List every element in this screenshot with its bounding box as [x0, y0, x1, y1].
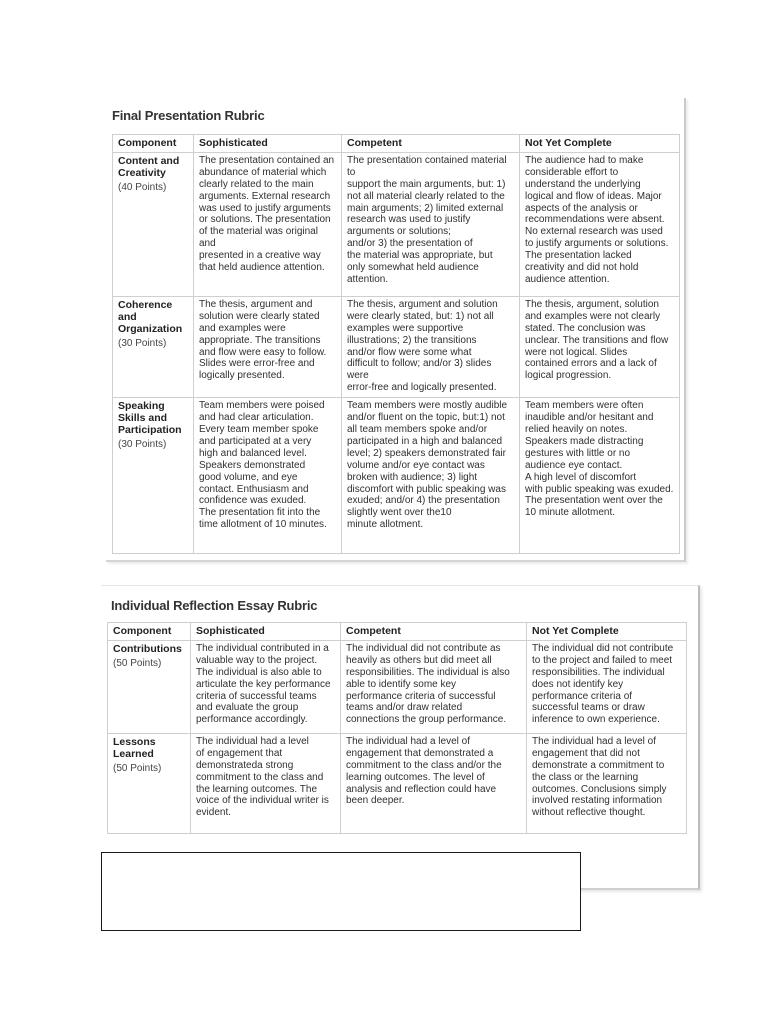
- header-competent: Competent: [341, 623, 527, 641]
- rubric-title: Individual Reflection Essay Rubric: [111, 598, 318, 613]
- component-name: Speaking Skills and Participation: [118, 400, 182, 437]
- competent-cell: The individual had a level of engagement that demonstrated a commitment to the class and/or the learning outcomes. The level of analysis and reflection could have been deeper.: [341, 733, 527, 833]
- component-cell: [113, 398, 194, 554]
- rubric-table: [112, 134, 680, 554]
- sophisticated-cell: Team members were poised and had clear articulation. Every team member spoke and participated at a very high and balanced level. Speakers demonstrated good volume, and eye contact. Enthusiasm and confidence was exuded. The presentation fit into the time allotment of 10 minutes.: [194, 398, 342, 554]
- table-row: [113, 152, 680, 296]
- table-row: [113, 398, 680, 554]
- not-yet-complete-cell: The individual had a level of engagement that did not demonstrate a commitment to the class or the learning outcomes. Conclusions simply involved restating information without reflective thought.: [527, 733, 687, 833]
- component-name: Lessons Learned: [113, 735, 156, 760]
- header-component: Component: [113, 135, 194, 153]
- component-points: (40 Points): [118, 181, 167, 193]
- table-row: [108, 733, 687, 833]
- competent-cell: The individual did not contribute as heavily as others but did meet all responsibilities. The individual is also able to identify some key performance criteria of successful teams and/or draw related connections the group performance.: [341, 640, 527, 733]
- header-sophisticated: Sophisticated: [191, 623, 341, 641]
- not-yet-complete-cell: The thesis, argument, solution and examples were not clearly stated. The conclusion was unclear. The transitions and flow were not logical. Slides contained errors and a lack of logical progression.: [520, 296, 680, 397]
- individual-reflection-rubric-panel: [101, 585, 700, 890]
- header-row: [108, 623, 687, 641]
- component-name: Coherence and Organization: [118, 298, 183, 335]
- header-sophisticated: Sophisticated: [194, 135, 342, 153]
- final-presentation-rubric-panel: [106, 98, 686, 562]
- competent-cell: Team members were mostly audible and/or fluent on the topic, but:1) not all team members spoke and/or participated in a high and balanced level; 2) speakers demonstrated fair volume and/or eye contact was broken with audience; 3) light discomfort with public speaking was exuded; and/or 4) the presentation slightly went over the10 minute allotment.: [342, 398, 520, 554]
- not-yet-complete-cell: The audience had to make considerable effort to understand the underlying logical and flow of ideas. Major aspects of the analysis or recommendations were absent. No external research was used to justify arguments or solutions. The presentation lacked creativity and did not hold audience attention.: [520, 152, 680, 296]
- component-name: Contributions: [113, 642, 182, 655]
- not-yet-complete-cell: Team members were often inaudible and/or hesitant and relied heavily on notes. Speakers made distracting gestures with little or no audience eye contact. A high level of discomfort with public speaking was exuded. The presentation went over the 10 minute allotment.: [520, 398, 680, 554]
- header-component: Component: [108, 623, 191, 641]
- sophisticated-cell: The individual contributed in a valuable way to the project. The individual is also able to articulate the key performance criteria of successful teams and evaluate the group performance accordingly.: [191, 640, 341, 733]
- competent-cell: The presentation contained material to support the main arguments, but: 1) not all material clearly related to the main arguments; 2) limited external research was used to justify arguments or solutions; and/or 3) the presentation of the material was appropriate, but only somewhat held audience attention.: [342, 152, 520, 296]
- component-points: (30 Points): [118, 337, 167, 349]
- competent-cell: The thesis, argument and solution were clearly stated, but: 1) not all examples were supportive illustrations; 2) the transitions and/or flow were some what difficult to follow; and/or 3) slides were error-free and logically presented.: [342, 296, 520, 397]
- rubric-table: [107, 622, 687, 834]
- header-not-yet-complete: Not Yet Complete: [520, 135, 680, 153]
- component-cell: [113, 296, 194, 397]
- empty-text-box[interactable]: [101, 852, 581, 931]
- header-row: [113, 135, 680, 153]
- not-yet-complete-cell: The individual did not contribute to the project and failed to meet responsibilities. The individual does not identify key performance criteria of successful teams or draw inference to own experience.: [527, 640, 687, 733]
- component-points: (50 Points): [113, 657, 162, 669]
- component-name: Content and Creativity: [118, 154, 180, 179]
- table-row: [108, 640, 687, 733]
- component-cell: [108, 733, 191, 833]
- component-cell: [108, 640, 191, 733]
- sophisticated-cell: The individual had a level of engagement that demonstrateda strong commitment to the class and the learning outcomes. The voice of the individual writer is evident.: [191, 733, 341, 833]
- sophisticated-cell: The presentation contained an abundance of material which clearly related to the main arguments. External research was used to justify arguments or solutions. The presentation of the material was original and presented in a creative way that held audience attention.: [194, 152, 342, 296]
- table-row: [113, 296, 680, 397]
- component-points: (30 Points): [118, 439, 167, 451]
- sophisticated-cell: The thesis, argument and solution were clearly stated and examples were appropriate. The transitions and flow were easy to follow. Slides were error-free and logically presented.: [194, 296, 342, 397]
- rubric-title: Final Presentation Rubric: [112, 108, 265, 123]
- component-cell: [113, 152, 194, 296]
- header-not-yet-complete: Not Yet Complete: [527, 623, 687, 641]
- component-points: (50 Points): [113, 762, 162, 774]
- header-competent: Competent: [342, 135, 520, 153]
